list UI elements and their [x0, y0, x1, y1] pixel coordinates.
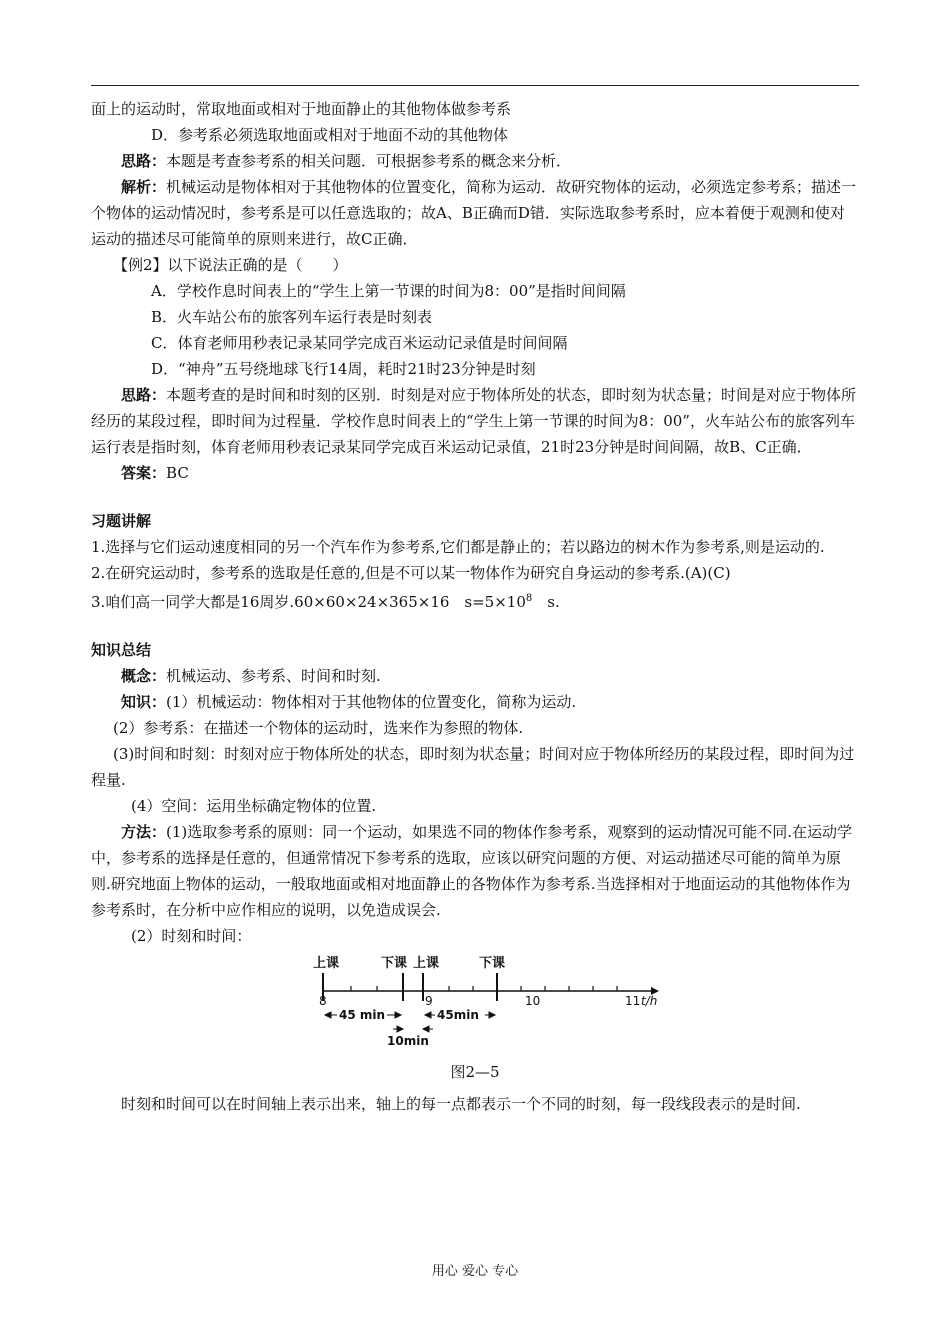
label-zhishi: 知识： — [121, 693, 167, 711]
arrowhead-icon — [395, 1012, 401, 1018]
timeline-svg — [301, 953, 681, 1049]
text-line: (1）机械运动：物体相对于其他物体的位置变化，简称为运动. — [166, 693, 577, 711]
span-label-10: 10min — [387, 1034, 429, 1048]
text-line: 面上的运动时，常取地面或相对于地面静止的其他物体做参考系 — [91, 100, 512, 118]
label-daan: 答案： — [121, 464, 167, 482]
method-2: (2）时刻和时间： — [131, 927, 252, 945]
example-2-title: 【例2】以下说法正确的是（ ） — [113, 256, 348, 274]
span-label-45b: 45min — [437, 1008, 479, 1022]
text-line: 机械运动、参考系、时间和时刻. — [166, 667, 381, 685]
option-d2: D．“神舟”五号绕地球飞行14周，耗时21时23分钟是时刻 — [151, 360, 536, 378]
answer-text: BC — [166, 464, 189, 482]
arrowhead-icon — [423, 1026, 429, 1032]
option-a: A．学校作息时间表上的“学生上第一节课的时间为8：00”是指时间间隔 — [151, 282, 626, 300]
exercise-3 — [91, 586, 859, 615]
label-class-end-2: 下课 — [479, 956, 506, 971]
exercise-1: 1.选择与它们运动速度相同的另一个汽车作为参考系,它们都是静止的；若以路边的树木作为参考系,则是运动的. — [91, 538, 825, 556]
axis-unit-label: t/h — [641, 994, 658, 1008]
section-heading-exercise: 习题讲解 — [91, 512, 152, 530]
exercise-2: 2.在研究运动时，参考系的选取是任意的,但是不可以某一物体作为研究自身运动的参考系.(A)(C) — [91, 564, 731, 582]
exercise-3-pre: 3.咱们高一同学大都是16周岁.60×60×24×365×16 s=5×10 — [91, 593, 526, 611]
option-b: B．火车站公布的旅客列车运行表是时刻表 — [151, 308, 433, 326]
option-d: D．参考系必须选取地面或相对于地面不动的其他物体 — [151, 126, 509, 144]
arrowhead-icon — [325, 1012, 331, 1018]
exponent: 8 — [525, 593, 533, 604]
figure-caption: 图2—5 — [450, 1063, 500, 1081]
label-class-end-1: 下课 — [381, 956, 408, 971]
tick-label-8: 8 — [319, 994, 327, 1008]
label-silu: 思路： — [121, 386, 167, 404]
tick-label-9: 9 — [425, 994, 433, 1008]
section-heading-summary: 知识总结 — [91, 641, 152, 659]
timeline-figure — [91, 953, 859, 1049]
span-label-45a: 45 min — [339, 1008, 386, 1022]
option-c: C．体育老师用秒表记录某同学完成百米运动记录值是时间间隔 — [151, 334, 568, 352]
label-fangfa: 方法： — [121, 823, 167, 841]
label-class-start-1: 上课 — [313, 956, 340, 971]
text-line: 本题是考查参考系的相关问题．可根据参考系的概念来分析． — [166, 152, 572, 170]
page-content — [91, 96, 859, 1117]
arrowhead-icon — [425, 1012, 431, 1018]
tick-label-10: 10 — [525, 994, 541, 1008]
label-silu: 思路： — [121, 152, 167, 170]
text-line: 机械运动是物体相对于其他物体的位置变化，简称为运动．故研究物体的运动，必须选定参考系；描述一个物体的运动情况时，参考系是可以任意选取的；故A、B正确而D错．实际选取参考系时，应本着便于观测和使对运动的描述尽可能简单的原则来进行，故C正确． — [91, 178, 857, 248]
tick-label-11: 11 — [625, 994, 641, 1008]
knowledge-2: (2）参考系：在描述一个物体的运动时，选来作为参照的物体. — [113, 719, 524, 737]
text-line: 本题考查的是时间和时刻的区别．时刻是对应于物体所处的状态，即时刻为状态量；时间是对应于物体所经历的某段过程，即时间为过程量．学校作息时间表上的“学生上第一节课的时间为8：00”，火车站公布的旅客列车运行表是指时刻，体育老师用秒表记录某同学完成百米运动记录值，21时23分钟是时间间隔，故B、C正确． — [91, 386, 857, 456]
exercise-3-post: s. — [532, 593, 560, 611]
header-rule — [91, 85, 859, 86]
label-jiexi: 解析： — [121, 178, 167, 196]
text-line: (1)选取参考系的原则：同一个运动，如果选不同的物体作参考系，观察到的运动情况可能不同.在运动学中，参考系的选择是任意的，但通常情况下参考系的选取，应该以研究问题的方便、对运动描述尽可能的简单为原则.研究地面上物体的运动，一般取地面或相对地面静止的各物体作为参考系.当选择相对于地面运动的其他物体作为参考系时，在分析中应作相应的说明，以免造成误会. — [91, 823, 853, 919]
page-footer: 用心 爱心 专心 — [431, 1264, 519, 1279]
closing-text: 时刻和时间可以在时间轴上表示出来，轴上的每一点都表示一个不同的时刻，每一段线段表示的是时间. — [121, 1095, 801, 1113]
arrowhead-icon — [397, 1026, 403, 1032]
label-class-start-2: 上课 — [413, 956, 440, 971]
knowledge-4: (4）空间：运用坐标确定物体的位置. — [131, 797, 377, 815]
arrowhead-icon — [489, 1012, 495, 1018]
label-gainian: 概念： — [121, 667, 167, 685]
knowledge-3: (3)时间和时刻：时刻对应于物体所处的状态，即时刻为状态量；时间对应于物体所经历的某段过程，即时间为过程量. — [91, 745, 855, 789]
